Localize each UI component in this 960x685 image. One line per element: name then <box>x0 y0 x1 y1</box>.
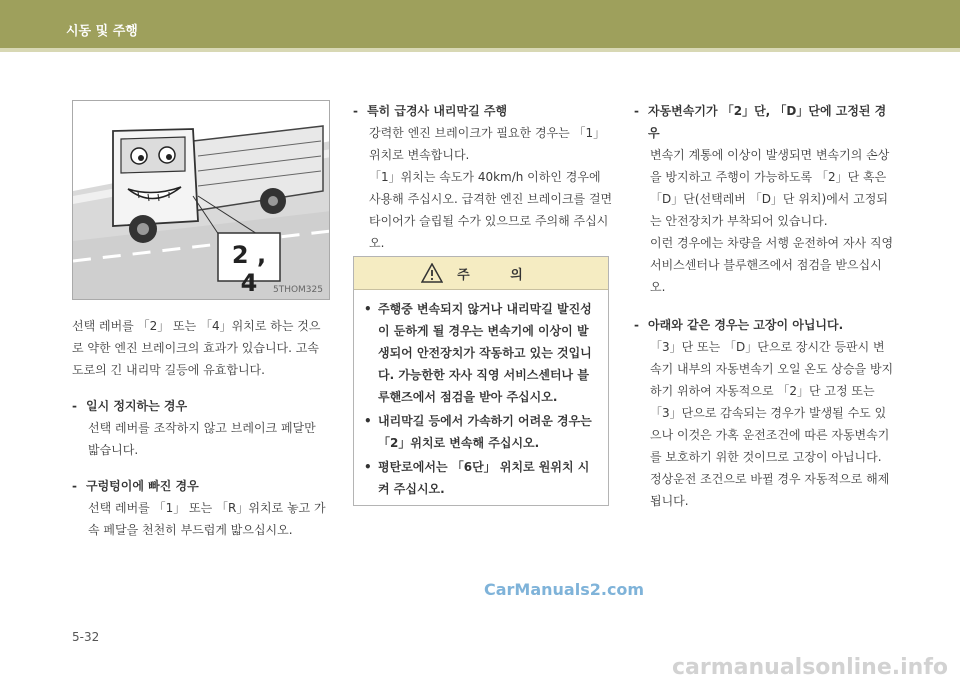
section-title: 시동 및 주행 <box>66 24 138 39</box>
header-stripe <box>0 48 960 52</box>
item-heading: 특히 급경사 내리막길 주행 <box>367 104 508 118</box>
truck-drawing <box>73 101 330 300</box>
item-text: 강력한 엔진 브레이크가 필요한 경우는 「1」 위치로 변속합니다. <box>369 126 606 162</box>
item-heading: 일시 정지하는 경우 <box>86 399 188 413</box>
caution-bullet: • 내리막길 등에서 가속하기 어려운 경우는 「2」위치로 변속해 주십시오. <box>364 414 592 450</box>
caution-box <box>353 256 609 506</box>
caution-bullet: • 주행중 변속되지 않거나 내리막길 발진성이 둔하게 될 경우는 변속기에 이상이 발생되어 안전장치가 작동하고 있는 것입니다. 가능한한 자사 직영 서비스센터나 블루핸즈에서 점검을 받아 주십시오. <box>364 302 592 404</box>
column-middle <box>353 100 615 254</box>
page-header <box>0 0 960 52</box>
item-stuck-in-pit: - 구렁텅이에 빠진 경우 선택 레버를 「1」 또는 「R」위치로 놓고 가속 페달을 천천히 부드럽게 밟으십시오. <box>72 475 330 541</box>
item-text: 선택 레버를 「1」 또는 「R」위치로 놓고 가속 페달을 천천히 부드럽게 밟으십시오. <box>88 501 326 537</box>
item-heading: 자동변속기가 「2」단, 「D」단에 고정된 경우 <box>648 104 887 140</box>
intro-paragraph: 선택 레버를 「2」 또는 「4」위치로 하는 것으로 약한 엔진 브레이크의 효과가 있습니다. 고속도로의 긴 내리막 길등에 유효합니다. <box>72 319 321 377</box>
column-left <box>72 315 330 541</box>
page-number: 5-32 <box>72 630 100 644</box>
item-fixed-gear: - 자동변속기가 「2」단, 「D」단에 고정된 경우 변속기 계통에 이상이 발생되면 변속기의 손상을 방지하고 주행이 가능하도록 「2」단 혹은 「D」단(선택레버 「D」단 위치)에서 고정되는 안전장치가 부착되어 있습니다. 이런 경우에는 차량을 서행 운전하여 자사 직영 서비스센터나 블루핸즈에서 점검을 받으십시오. <box>634 100 896 298</box>
item-not-a-fault: - 아래와 같은 경우는 고장이 아닙니다. 「3」단 또는 「D」단으로 장시간 등판시 변속기 내부의 자동변속기 오일 온도 상승을 방지하기 위하여 자동적으로 「2」단 고정 또는 「3」단으로 감속되는 경우가 발생될 수도 있으나 이것은 가혹 운전조건에 따른 자동변속기를 보호하기 위한 것이므로 고장이 아닙니다. 정상운전 조건으로 바뀔 경우 자동적으로 해제됩니다. <box>634 314 896 512</box>
caution-bullet: • 평탄로에서는 「6단」 위치로 원위치 시켜 주십시오. <box>364 460 590 496</box>
item-text-2: 이런 경우에는 차량을 서행 운전하여 자사 직영 서비스센터나 블루핸즈에서 점검을 받으십시오. <box>650 236 894 294</box>
caution-header <box>354 257 608 290</box>
item-steep-downhill: - 특히 급경사 내리막길 주행 강력한 엔진 브레이크가 필요한 경우는 「1」 위치로 변속합니다. 「1」위치는 속도가 40km/h 이하인 경우에 사용해 주십시오. 급격한 엔진 브레이크를 걸면 타이어가 슬립될 수가 있으므로 주의해 주십시오. <box>353 100 615 254</box>
figure-code: 5THOM325 <box>272 285 323 295</box>
item-heading: 아래와 같은 경우는 고장이 아닙니다. <box>648 318 844 332</box>
watermark-carmanuals2[interactable]: CarManuals2.com <box>484 580 645 599</box>
warning-triangle-icon <box>421 263 443 283</box>
item-text: 「3」단 또는 「D」단으로 장시간 등판시 변속기 내부의 자동변속기 오일 온도 상승을 방지하기 위하여 자동적으로 「2」단 고정 또는 「3」단으로 감속되는 경우가 발생될 수도 있으나 이것은 가혹 운전조건에 따른 자동변속기를 보호하기 위한 것이므로 고장이 아닙니다. 정상운전 조건으로 바뀔 경우 자동적으로 해제됩니다. <box>650 340 894 508</box>
item-heading: 구렁텅이에 빠진 경우 <box>86 479 199 493</box>
column-right <box>634 100 896 512</box>
caution-title: 주 의 <box>457 267 541 283</box>
caution-list <box>354 298 608 500</box>
gear-position-label: 2 , 4 <box>231 241 267 297</box>
item-text: 선택 레버를 조작하지 않고 브레이크 페달만 밟습니다. <box>88 421 316 457</box>
item-temporary-stop: - 일시 정지하는 경우 선택 레버를 조작하지 않고 브레이크 페달만 밟습니다. <box>72 395 330 461</box>
watermark-carmanualsonline: carmanualsonline.info <box>672 655 948 680</box>
header-band <box>0 0 960 48</box>
truck-illustration <box>72 100 330 300</box>
item-text-2: 「1」위치는 속도가 40km/h 이하인 경우에 사용해 주십시오. 급격한 엔진 브레이크를 걸면 타이어가 슬립될 수가 있으므로 주의해 주십시오. <box>369 170 613 250</box>
item-text: 변속기 계통에 이상이 발생되면 변속기의 손상을 방지하고 주행이 가능하도록 「2」단 혹은 「D」단(선택레버 「D」단 위치)에서 고정되는 안전장치가 부착되어 있습니다. <box>650 148 890 228</box>
